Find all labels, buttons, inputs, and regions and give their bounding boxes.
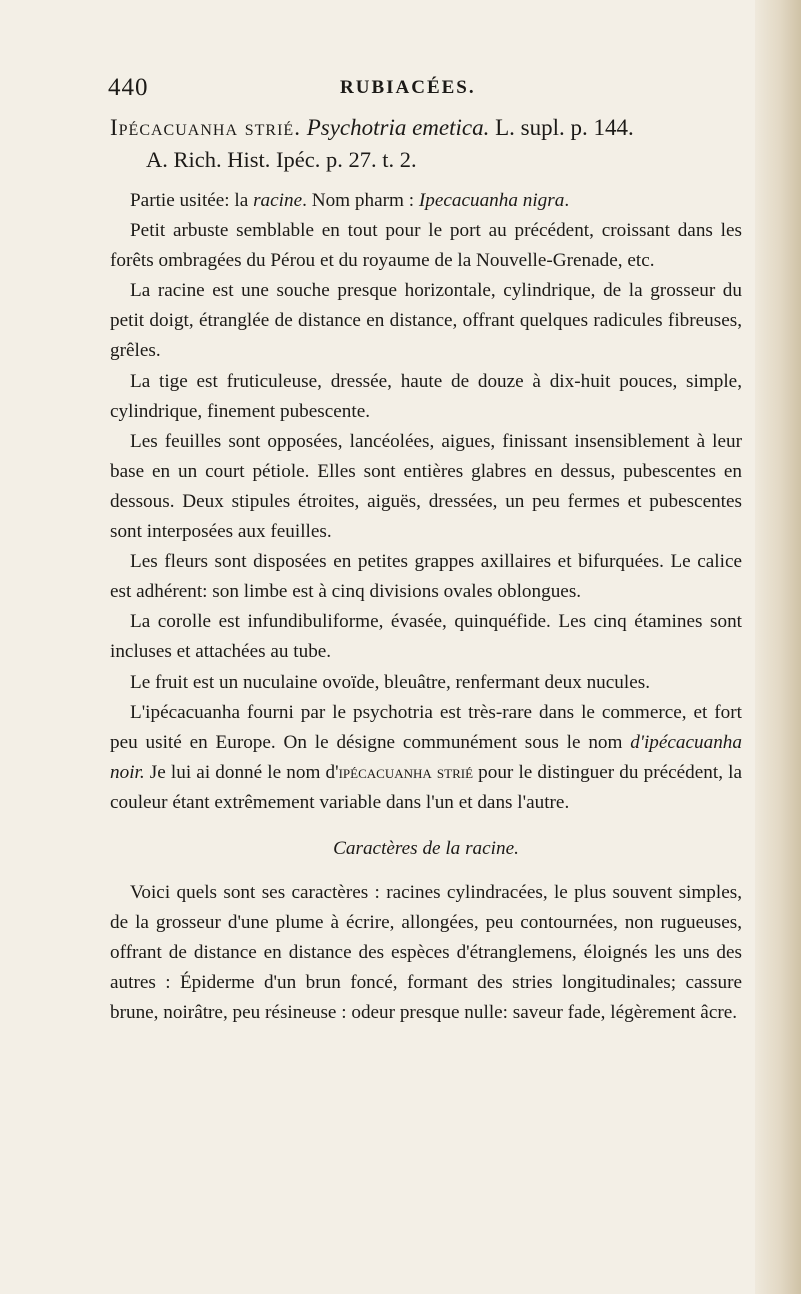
text-run: . Nom pharm : xyxy=(302,190,419,211)
page-edge-shadow xyxy=(755,0,801,1294)
page-number: 440 xyxy=(108,74,149,101)
paragraph-commerce xyxy=(110,698,742,818)
text-run: Je lui ai donné le nom d' xyxy=(144,761,339,783)
paragraph-habit: Petit arbuste semblable en tout pour le port au précédent, croissant dans les forêts ombragées du Pérou et du royaume de la Nouvelle-Grenade, etc. xyxy=(110,220,742,272)
paragraph-root: La racine est une souche presque horizontale, cylindrique, de la grosseur du petit doigt, étranglée de distance en distance, offrant quelques radicules fibreuses, grêles. xyxy=(110,280,742,362)
text-run: d'ipécacuanha noir. xyxy=(110,731,742,783)
entry-common-name: Ipécacuanha strié. xyxy=(110,115,301,140)
paragraph-stem: La tige est fruticuleuse, dressée, haute de douze à dix-huit pouces, simple, cylindrique, finement pubescente. xyxy=(110,370,742,422)
entry-authority: L. supl. p. 144. xyxy=(489,115,634,140)
entry-species: Psychotria emetica. xyxy=(306,115,490,140)
text-run: Partie usitée: la xyxy=(130,190,254,211)
text-run: pour le distinguer du précédent, la couleur étant extrêmement variable dans l'un et dans l'autre. xyxy=(110,761,742,813)
running-head: RUBIACÉES. xyxy=(340,77,476,98)
paragraph-corolla: La corolle est infundibuliforme, évasée, quinquéfide. Les cinq étamines sont incluses et attachées au tube. xyxy=(110,611,742,663)
section-heading: Caractères de la racine. xyxy=(333,837,519,859)
text-run: . xyxy=(564,190,570,211)
paragraph-leaves: Les feuilles sont opposées, lancéolées, aigues, finissant insensiblement à leur base en un court pétiole. Elles sont entières glabres en dessus, pubescentes en dessous. Deux stipules étroites, aiguës, dressées, un peu fermes et pubescentes sont interposées aux feuilles. xyxy=(110,430,742,543)
entry-reference: A. Rich. Hist. Ipéc. p. 27. t. 2. xyxy=(146,147,417,172)
paragraph-fruit: Le fruit est un nuculaine ovoïde, bleuâtre, renfermant deux nucules. xyxy=(130,671,651,693)
paragraph-root-characters: Voici quels sont ses caractères : racines cylindracées, le plus souvent simples, de la grosseur d'une plume à écrire, allongées, peu contournées, non rugueuses, offrant de distance en distance des espèces d'étranglemens, éloignés les uns des autres : Épiderme d'un brun foncé, formant des stries longitudinales; cassure brune, noirâtre, peu résineuse : odeur presque nulle: saveur fade, légèrement âcre. xyxy=(110,882,742,1024)
text-run: racine xyxy=(253,190,303,211)
text-run: ipécacuanha strié xyxy=(338,761,474,783)
page-header xyxy=(108,74,748,114)
text-run: Ipecacuanha nigra xyxy=(418,190,565,211)
paragraph-part-used xyxy=(110,186,742,216)
text-run: L'ipécacuanha fourni par le psychotria est très-rare dans le commerce, et fort peu usité en Europe. On le désigne communément sous le nom xyxy=(110,701,742,753)
page-text xyxy=(110,112,742,1029)
entry-title xyxy=(110,112,742,144)
paragraph-flowers: Les fleurs sont disposées en petites grappes axillaires et bifurquées. Le calice est adhérent: son limbe est à cinq divisions ovales oblongues. xyxy=(110,551,742,603)
